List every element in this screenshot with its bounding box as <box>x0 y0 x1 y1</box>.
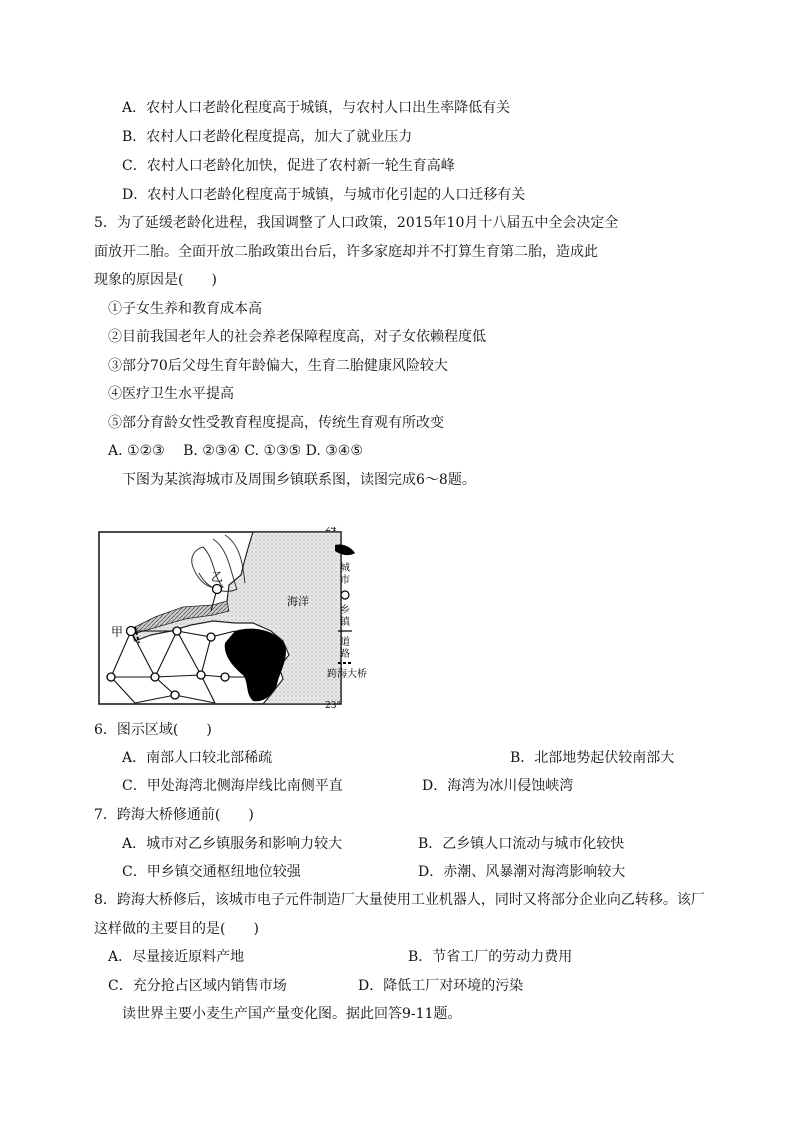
label-jia: 甲 <box>111 625 124 639</box>
town-yi <box>213 585 222 594</box>
q4-option-b: B．农村人口老龄化程度提高，加大了就业压力 <box>122 129 413 145</box>
q7-option-a: A．城市对乙乡镇服务和影响力较大 <box>122 836 343 852</box>
q8-options-row1 <box>108 947 748 967</box>
q8-stem-line2: 这样做的主要目的是( ) <box>94 921 259 937</box>
q6-stem: 6．图示区域( ) <box>94 722 212 738</box>
legend-town-swatch <box>341 591 349 599</box>
q4-option-d: D．农村人口老龄化程度高于城镇，与城市化引起的人口迁移有关 <box>122 187 526 203</box>
q6-options-row2 <box>122 776 762 796</box>
q5-item-3: ③部分70后父母生育年龄偏大，生育二胎健康风险较大 <box>108 358 448 374</box>
label-yi: 乙 <box>211 570 224 584</box>
q6-option-b: B．北部地势起伏较南部大 <box>510 750 675 766</box>
lat-top: 24° <box>325 527 341 534</box>
q4-option-c: C．农村人口老龄化加快，促进了农村新一轮生育高峰 <box>122 158 455 174</box>
q5-stem-line2: 面放开二胎。全面开放二胎政策出台后，许多家庭却并不打算生育第二胎，造成此 <box>94 244 598 260</box>
legend-bridge: 跨海大桥 <box>327 669 367 680</box>
town <box>107 673 115 681</box>
q7-option-d: D．赤潮、风暴潮对海湾影响较大 <box>418 864 626 880</box>
q6-option-a: A．南部人口较北部稀疏 <box>122 750 273 766</box>
q5-item-2: ②目前我国老年人的社会养老保障程度高，对子女依赖程度低 <box>108 329 486 345</box>
label-ocean: 海洋 <box>287 595 309 608</box>
legend-city-char2: 市 <box>340 575 350 586</box>
coastal-city-map <box>95 527 375 709</box>
town <box>221 673 229 681</box>
legend-city-char1: 城 <box>340 563 350 574</box>
q8-option-c: C．充分抢占区域内销售市场 <box>108 978 287 994</box>
q5-choices: A. ①②③ B. ②③④ C. ①③⑤ D. ③④⑤ <box>108 443 363 459</box>
q8-option-d: D．降低工厂对环境的污染 <box>358 978 524 994</box>
next-intro: 读世界主要小麦生产国产量变化图。据此回答9-11题。 <box>122 1006 462 1022</box>
legend-road: 道 路 <box>340 637 350 660</box>
q8-option-b: B．节省工厂的劳动力费用 <box>408 949 573 965</box>
q7-stem: 7．跨海大桥修通前( ) <box>94 807 254 823</box>
legend-town: 乡 镇 <box>340 605 350 628</box>
town <box>207 633 215 641</box>
q5-item-4: ④医疗卫生水平提高 <box>108 386 234 402</box>
q6-option-c: C．甲处海湾北侧海岸线比南侧平直 <box>122 778 343 794</box>
q5-stem-line1: 5．为了延缓老龄化进程，我国调整了人口政策，2015年10月十八届五中全会决定全 <box>94 215 619 231</box>
q6-options-row1 <box>122 748 762 768</box>
town <box>197 671 205 679</box>
q4-option-a: A．农村人口老龄化程度高于城镇，与农村人口出生率降低有关 <box>122 100 511 116</box>
q7-option-c: C．甲乡镇交通枢纽地位较强 <box>122 864 301 880</box>
q7-option-b: B．乙乡镇人口流动与城市化较快 <box>418 836 625 852</box>
q5-stem-line3: 现象的原因是( ) <box>94 272 217 288</box>
q6-option-d: D．海湾为冰川侵蚀峡湾 <box>422 778 574 794</box>
map-intro: 下图为某滨海城市及周围乡镇联系图，读图完成6～8题。 <box>122 472 476 488</box>
town <box>173 627 181 635</box>
town <box>171 691 179 699</box>
q7-options-row2 <box>122 862 762 882</box>
q5-item-5: ⑤部分育龄女性受教育程度提高，传统生育观有所改变 <box>108 415 444 431</box>
q8-options-row2 <box>108 976 748 996</box>
q8-stem-line1: 8．跨海大桥修后，该城市电子元件制造厂大量使用工业机器人，同时又将部分企业向乙转移。该厂 <box>94 892 705 908</box>
town-jia <box>127 627 136 636</box>
q8-option-a: A．尽量接近原料产地 <box>108 949 245 965</box>
town <box>151 673 159 681</box>
lat-bottom: 23° <box>325 701 341 709</box>
q7-options-row1 <box>122 834 762 854</box>
legend-city <box>340 561 353 586</box>
q5-item-1: ①子女生养和教育成本高 <box>108 301 262 317</box>
